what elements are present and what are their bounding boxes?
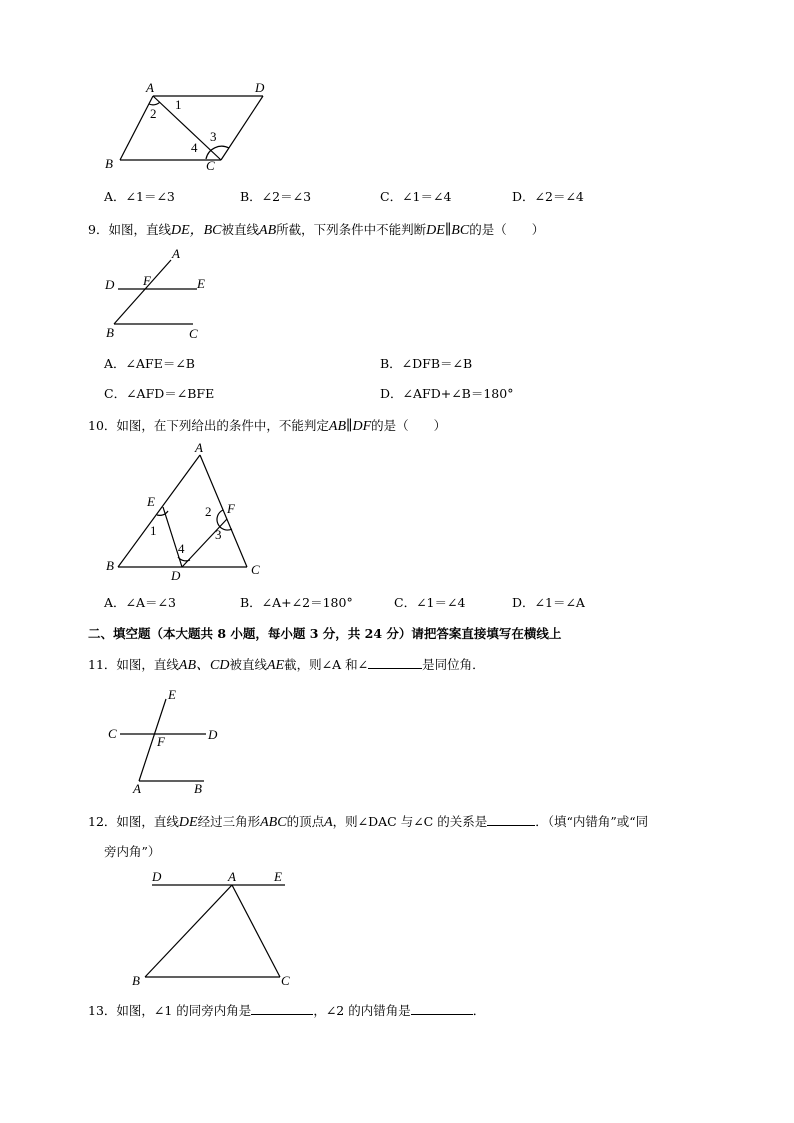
q13-stem [88, 1001, 485, 1019]
q8-option-c: C．∠1＝∠4 [380, 189, 452, 204]
q12-text-d: ，则∠DAC 与∠C 的关系是 [332, 814, 488, 829]
q10-option-a: A．∠A＝∠3 [104, 595, 176, 610]
q8-label-b: B [105, 156, 113, 171]
q10-label-4: 4 [178, 541, 185, 556]
q10-text-b: 的是（ ） [371, 418, 447, 433]
q10-label-e: E [147, 494, 155, 509]
q11-label-e: E [168, 687, 176, 702]
q12-line-ac [232, 885, 280, 977]
q11-text-d: 是同位角． [422, 657, 485, 672]
q10-option-c: C．∠1＝∠4 [394, 595, 466, 610]
q12-label-e: E [274, 869, 282, 884]
q12-text-c: 的顶点 [286, 814, 325, 829]
q10-text-a: 如图，在下列给出的条件中，不能判定 [116, 418, 329, 433]
q9-label-d: D [105, 277, 115, 292]
q12-vertex: A [324, 815, 333, 830]
q11-stem [88, 654, 485, 674]
q12-number: 12． [88, 814, 117, 829]
q8-arc-a [149, 102, 160, 105]
q9-option-c: C．∠AFD＝∠BFE [104, 386, 215, 401]
q8-option-d: D．∠2＝∠4 [512, 189, 584, 204]
q9-figure [100, 244, 220, 344]
q10-label-3: 3 [215, 527, 222, 542]
q10-figure [100, 440, 270, 585]
q9-line-ab: AB [259, 223, 277, 238]
q10-stem [88, 416, 446, 435]
q9-stem [88, 219, 544, 239]
q9-lines: DE，BC [170, 223, 222, 238]
q12-stem-line2: 旁内角”） [104, 844, 161, 859]
q11-label-d: D [208, 727, 218, 742]
q13-number: 13． [88, 1003, 117, 1018]
q12-label-a: A [228, 869, 236, 884]
q13-blank-2[interactable] [411, 1002, 473, 1015]
q11-label-a: A [133, 781, 141, 796]
q10-option-d: D．∠1＝∠A [512, 595, 585, 610]
q8-label-d: D [255, 80, 265, 95]
q12-text-e: ．（填“内错角”或“同 [535, 814, 649, 829]
q9-parallel: DE∥BC [426, 223, 470, 238]
q9-option-d: D．∠AFD+∠B＝180° [380, 386, 514, 401]
q11-line-ae: AE [267, 658, 285, 673]
q11-text-a: 如图，直线 [116, 657, 179, 672]
q12-line-de: DE [178, 815, 198, 830]
q12-text-b: 经过三角形 [197, 814, 261, 829]
q10-label-b: B [106, 558, 114, 573]
q12-text-a: 如图，直线 [116, 814, 179, 829]
q10-label-2: 2 [205, 504, 212, 519]
q10-option-b: B．∠A+∠2＝180° [240, 595, 353, 610]
q8-label-c: C [206, 158, 215, 173]
q12-figure [100, 866, 320, 996]
q9-text-a: 如图，直线 [108, 222, 171, 237]
q8-line-ab [120, 96, 153, 160]
q13-blank-1[interactable] [251, 1002, 313, 1015]
q9-label-c: C [189, 326, 198, 341]
q10-number: 10． [88, 418, 117, 433]
q8-option-b: B．∠2＝∠3 [240, 189, 312, 204]
q9-text-b: 被直线 [221, 222, 260, 237]
q11-label-b: B [194, 781, 202, 796]
q12-answer-blank[interactable] [487, 813, 535, 826]
q10-line-ab [118, 455, 200, 567]
q12-triangle: ABC [260, 815, 287, 830]
q10-label-f: F [227, 501, 235, 516]
q13-text-c: ． [472, 1003, 486, 1018]
q9-label-a: A [172, 246, 180, 261]
q8-figure [100, 80, 280, 180]
q9-number: 9． [88, 222, 109, 237]
q9-label-e: E [197, 276, 205, 291]
q11-label-f: F [157, 734, 165, 749]
q13-text-a: 如图，∠1 的同旁内角是 [116, 1003, 252, 1018]
q11-figure [100, 684, 230, 799]
q12-stem-line1 [88, 812, 648, 831]
q9-text-d: 的是（ ） [469, 222, 545, 237]
q8-label-1: 1 [175, 97, 182, 112]
q9-text-c: 所截，下列条件中不能判断 [276, 222, 427, 237]
q11-text-b: 被直线 [229, 657, 267, 672]
q12-label-b: B [132, 973, 140, 988]
q11-answer-blank[interactable] [368, 656, 422, 669]
q9-option-b: B．∠DFB＝∠B [380, 356, 473, 371]
q8-label-3: 3 [210, 129, 217, 144]
q9-label-f: F [143, 273, 151, 288]
q11-lines: AB、CD [178, 658, 230, 673]
q8-label-2: 2 [150, 106, 157, 121]
q12-line-ab [145, 885, 232, 977]
q10-parallel: AB∥DF [328, 419, 372, 434]
q12-label-d: D [152, 869, 162, 884]
q8-label-a: A [146, 80, 154, 95]
q8-line-dc [221, 96, 263, 160]
q9-option-a: A．∠AFE＝∠B [104, 356, 195, 371]
q8-option-a: A．∠1＝∠3 [104, 189, 175, 204]
q9-label-b: B [106, 325, 114, 340]
q13-text-b: ，∠2 的内错角是 [313, 1003, 411, 1018]
q10-label-d: D [171, 568, 181, 583]
q8-label-4: 4 [191, 140, 198, 155]
q11-label-c: C [108, 726, 117, 741]
q11-number: 11． [88, 657, 117, 672]
q10-label-1: 1 [150, 523, 157, 538]
q11-text-c: 截，则∠A 和∠ [284, 657, 369, 672]
q9-line-ab [114, 260, 171, 324]
q10-label-a: A [195, 440, 203, 455]
q10-label-c: C [251, 562, 260, 577]
q12-label-c: C [281, 973, 290, 988]
section-title: 二、填空题（本大题共 8 小题，每小题 3 分，共 24 分）请把答案直接填写在横线上 [88, 626, 562, 641]
